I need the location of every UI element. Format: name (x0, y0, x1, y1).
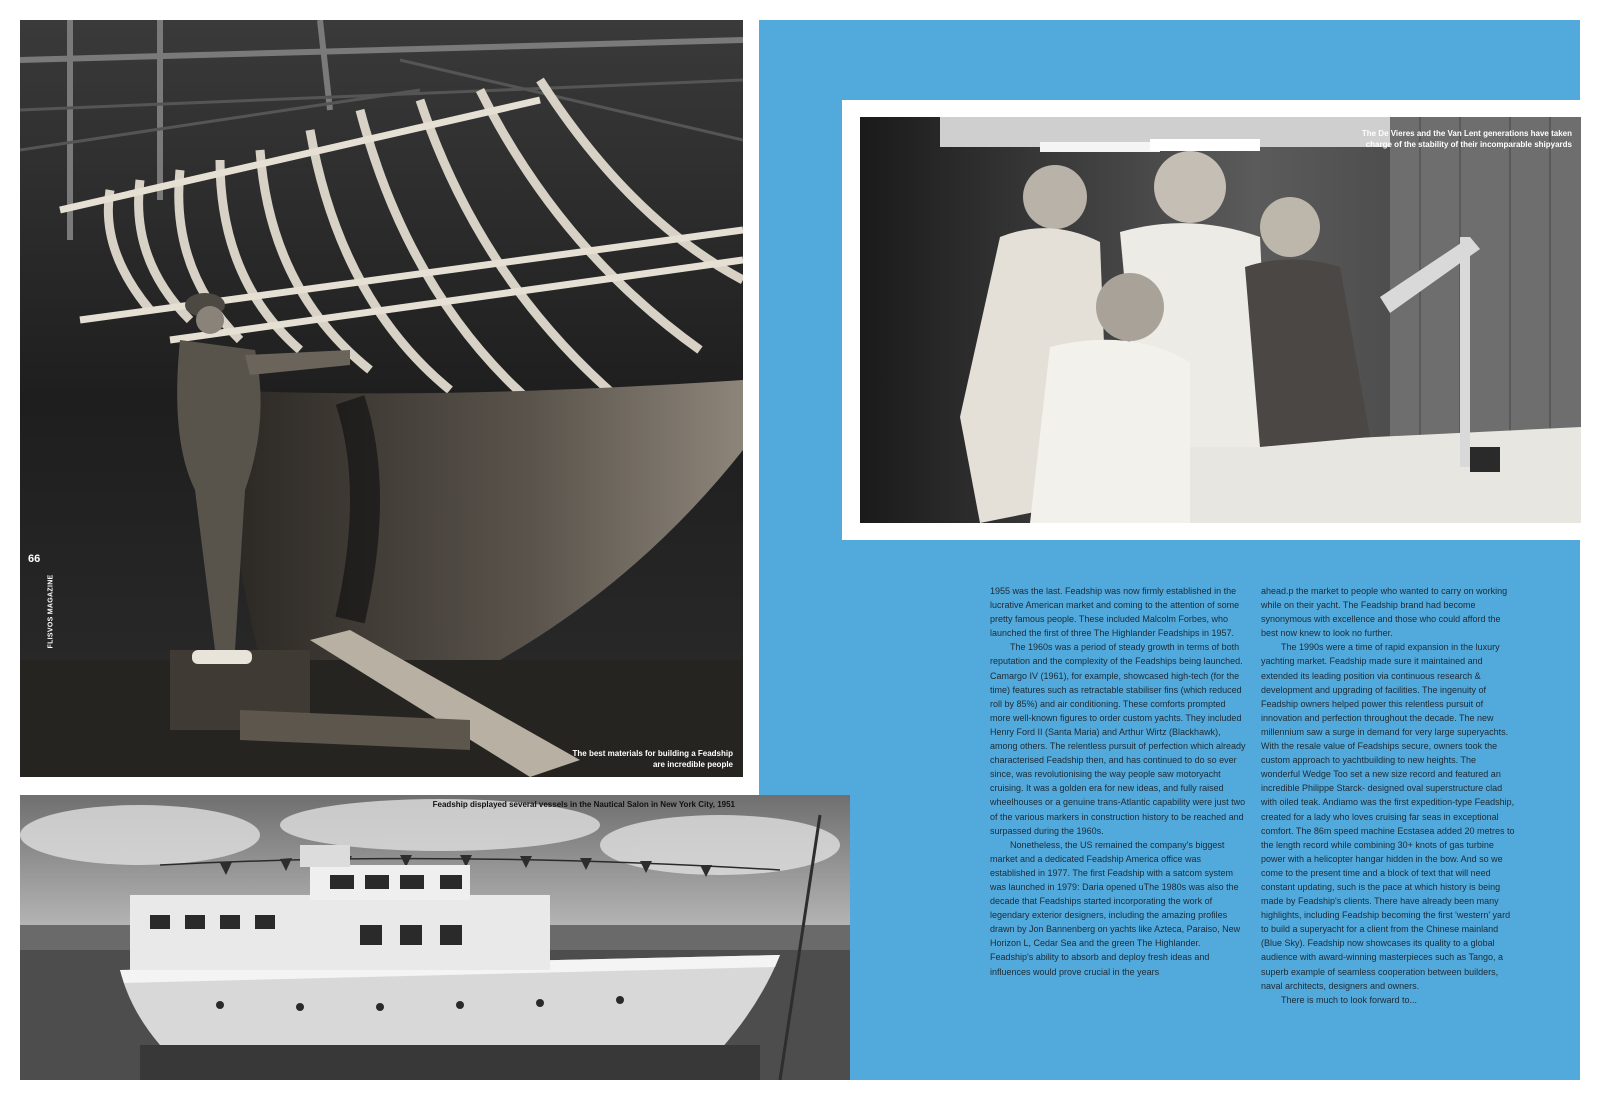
yacht-photo-caption: Feadship displayed several vessels in the Nautical Salon in New York City, 1951 (432, 800, 735, 809)
article-paragraph: The 1960s was a period of steady growth in terms of both reputation and the complexity of the Feadships being launched. Camargo IV (1961), for example, showcased high-tech (for the time) features such as retractable stabiliser fins (which reduced roll by 85%) and air conditioning. These comforts prompted more well-known figures to order custom yachts. They included Henry Ford II (Santa Maria) and Arthur Wirtz (Blackhawk), among others. The relentless pursuit of perfection which already characterised Feadship then, and has continued to do so ever since, was revolutionising the way people saw motoryacht cruising. It was a golden era for new ideas, and fully raised wheelhouses or a genuine trans-Atlantic capability were just two of the various markers in construction history to be reached and surpassed during the 1960s. (990, 642, 1246, 836)
men-photo-caption: The De Vieres and the Van Lent generations have taken charge of the stability of their incomparable shipyards (1361, 129, 1572, 149)
article-paragraph: There is much to look forward to... (1281, 994, 1418, 1005)
article-paragraph: ahead.p the market to people who wanted to carry on working while on their yacht. The Feadship brand had become synonymous with excellence and those who could afford the best now knew to look no further. (1261, 586, 1508, 639)
article-column-right (1261, 584, 1517, 1007)
men-reviewing-plans-illustration (860, 117, 1581, 523)
article-paragraph: Nonetheless, the US remained the company's biggest market and a dedicated Feadship America office was established in 1977. The first Feadship with a satcom system was launched in 1979: Daria opened uThe 1980s was also the decade that Feadships started incorporating the work of legendary exterior designers, including the amazing profiles drawn by Jon Bannenberg on yachts like Azteca, Paraiso, New Horizon L, Cedar Sea and the green The Highlander. Feadship's ability to absorb and deploy fresh ideas and influences would prove crucial in the years (990, 839, 1241, 977)
men-reviewing-plans-photo (860, 117, 1581, 523)
yacht-illustration (20, 795, 850, 1080)
hull-construction-photo (20, 20, 743, 777)
page-number: 66 (28, 553, 41, 565)
article-paragraph: The 1990s were a time of rapid expansion in the luxury yachting market. Feadship made sure it maintained and extended its leading position via continuous research & development and upgrading of facilities. The ingenuity of Feadship owners helped power this relentless pursuit of innovation and perfection throughout the decade. The new millennium saw a surge in demand for very large superyachts. With the resale value of Feadships secure, owners took the custom approach to yachtbuilding to new heights. The wonderful Wedge Too set a new size record and featured an incredible Philippe Starck- designed oval superstructure clad with oiled teak. Andiamo was the first expedition-type Feadship, created for a lady who loves cruising far seas in exceptional comfort. The 86m speed machine Ecstasea added 20 metres to the length record while combining 30+ knots of gas turbine power with a helicopter hangar hidden in the bow. And so we come to the present time and a block of text that will need constant updating, such is the pace at which history is being made by Feadship's clients. There have already been many highlights, including Feadship becoming the first 'western' yard to build a superyacht for a client from the Chinese mainland (Blue Sky). Feadship now showcases its quality to a global audience with award-winning masterpieces such as Tango, a superb example of seamless cooperation between builders, naval architects, designers and owners. (1261, 642, 1515, 991)
hull-photo-caption: The best materials for building a Feadship are incredible people (572, 749, 733, 769)
yacht-launch-photo (20, 795, 850, 1080)
magazine-name: FLISVOS MAGAZINE (47, 574, 55, 649)
hull-construction-illustration (20, 20, 743, 777)
article-paragraph: 1955 was the last. Feadship was now firmly established in the lucrative American market and coming to the attention of some pretty famous people. These included Malcolm Forbes, who launched the first of three The Highlander Feadships in 1957. (990, 586, 1240, 639)
article-column-left (990, 584, 1246, 979)
